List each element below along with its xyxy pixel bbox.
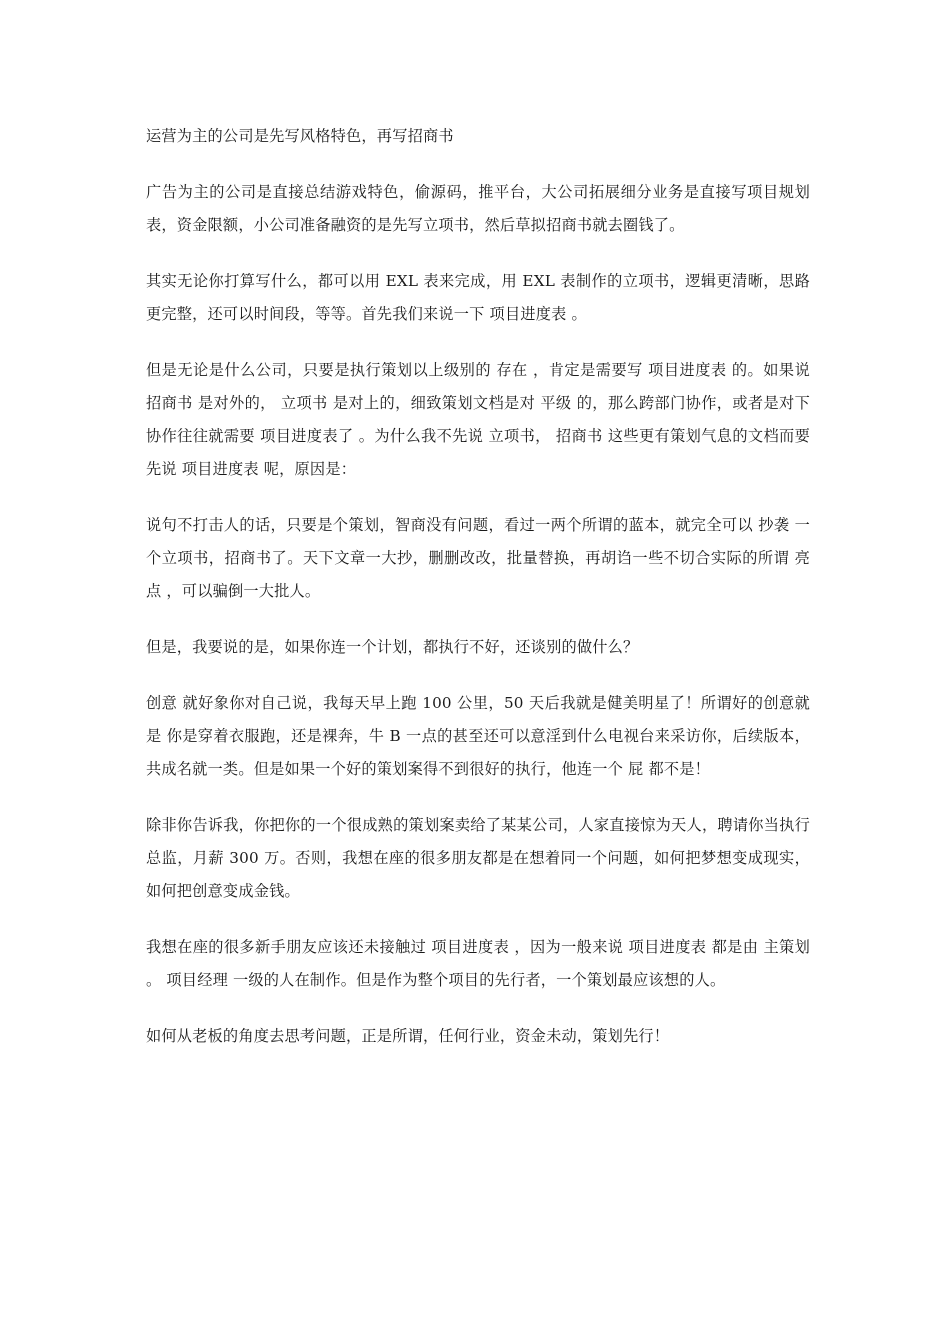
paragraph-7: 创意 就好象你对自己说，我每天早上跑 100 公里，50 天后我就是健美明星了！所谓好的创意就是 你是穿着衣服跑，还是裸奔，牛 B 一点的甚至还可以意淫到什么电视台来采访你，后续版本，共成名就一类。但是如果一个好的策划案得不到很好的执行，他连一个 屁 都不是！ xyxy=(146,694,810,778)
paragraph-6: 但是，我要说的是，如果你连一个计划，都执行不好，还谈别的做什么？ xyxy=(146,638,639,656)
paragraph-4: 但是无论是什么公司，只要是执行策划以上级别的 存在 ，肯定是需要写 项目进度表 的。如果说 招商书 是对外的， 立项书 是对上的，细致策划文档是对 平级 的，那么跨部门协作，或者是对下协作往往就需要 项目进度表了 。为什么我不先说 立项书， 招商书 这些更有策划气息的文档而要先说 项目进度表 呢，原因是： xyxy=(146,361,810,478)
paragraph-3: 其实无论你打算写什么，都可以用 EXL 表来完成，用 EXL 表制作的立项书，逻辑更清晰，思路更完整，还可以时间段，等等。首先我们来说一下 项目进度表 。 xyxy=(146,272,810,323)
document-body xyxy=(146,120,810,1053)
paragraph-10: 如何从老板的角度去思考问题，正是所谓，任何行业，资金未动，策划先行！ xyxy=(146,1027,670,1045)
paragraph-8: 除非你告诉我，你把你的一个很成熟的策划案卖给了某某公司，人家直接惊为天人，聘请你当执行总监，月薪 300 万。否则，我想在座的很多朋友都是在想着同一个问题，如何把梦想变成现实，如何把创意变成金钱。 xyxy=(146,816,810,900)
paragraph-1: 运营为主的公司是先写风格特色，再写招商书 xyxy=(146,127,454,145)
paragraph-9: 我想在座的很多新手朋友应该还未接触过 项目进度表 ，因为一般来说 项目进度表 都是由 主策划 。 项目经理 一级的人在制作。但是作为整个项目的先行者，一个策划最应该想的人。 xyxy=(146,938,810,989)
paragraph-2: 广告为主的公司是直接总结游戏特色，偷源码，推平台，大公司拓展细分业务是直接写项目规划表，资金限额，小公司准备融资的是先写立项书，然后草拟招商书就去圈钱了。 xyxy=(146,183,810,234)
paragraph-5: 说句不打击人的话，只要是个策划，智商没有问题，看过一两个所谓的蓝本，就完全可以 抄袭 一个立项书，招商书了。天下文章一大抄，删删改改，批量替换，再胡诌一些不切合实际的所谓 亮点 ，可以骗倒一大批人。 xyxy=(146,516,810,600)
